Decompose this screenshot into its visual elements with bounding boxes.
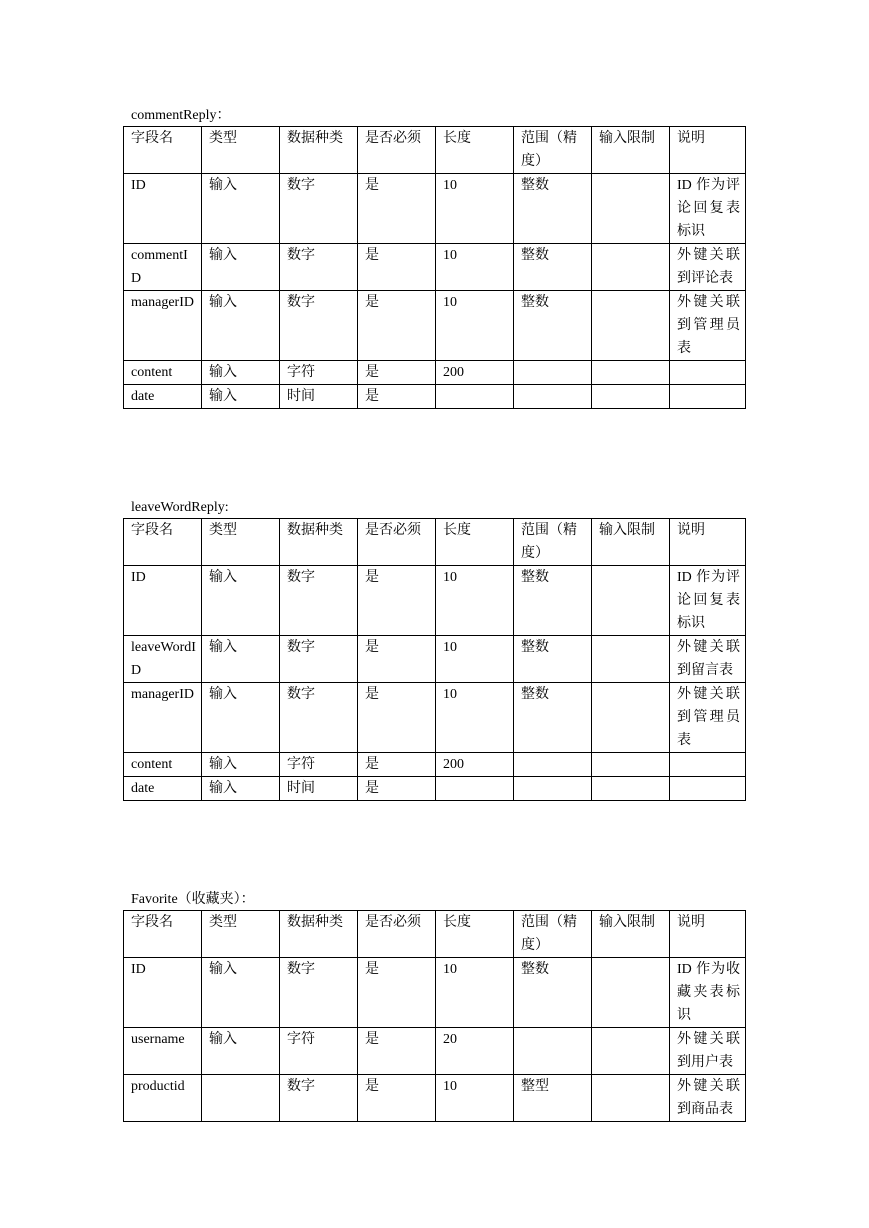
- table-cell: 输入: [202, 174, 280, 244]
- table-cell: 输入: [202, 683, 280, 753]
- table-cell: [592, 958, 670, 1028]
- header-cell: 长度: [436, 127, 514, 174]
- header-cell: 类型: [202, 127, 280, 174]
- header-cell: 类型: [202, 911, 280, 958]
- table-cell: 10: [436, 683, 514, 753]
- header-cell: 数据种类: [280, 519, 358, 566]
- table-cell: 是: [358, 1075, 436, 1122]
- header-cell: 说明: [670, 519, 746, 566]
- header-cell: 数据种类: [280, 127, 358, 174]
- table-cell: [514, 361, 592, 385]
- table-cell: [670, 361, 746, 385]
- header-cell: 字段名: [124, 519, 202, 566]
- table-row: [124, 361, 746, 385]
- table-cell: [592, 385, 670, 409]
- table-cell: 外键关联到商品表: [670, 1075, 746, 1122]
- table-cell: 整数: [514, 683, 592, 753]
- table-cell: leaveWordID: [124, 636, 202, 683]
- table-row: [124, 291, 746, 361]
- table-cell: 整数: [514, 291, 592, 361]
- table-cell: 是: [358, 777, 436, 801]
- header-cell: 是否必须: [358, 519, 436, 566]
- table-cell: 输入: [202, 1028, 280, 1075]
- header-cell: 范围（精度）: [514, 911, 592, 958]
- table-cell: productid: [124, 1075, 202, 1122]
- header-cell: 数据种类: [280, 911, 358, 958]
- table-cell: 字符: [280, 1028, 358, 1075]
- table-cell: [514, 777, 592, 801]
- table-row: [124, 958, 746, 1028]
- header-cell: 说明: [670, 127, 746, 174]
- header-cell: 范围（精度）: [514, 519, 592, 566]
- table-cell: 数字: [280, 291, 358, 361]
- table-cell: 是: [358, 244, 436, 291]
- table-cell: 输入: [202, 566, 280, 636]
- table-cell: 是: [358, 361, 436, 385]
- header-row: [124, 127, 746, 174]
- table-cell: 外键关联到评论表: [670, 244, 746, 291]
- field-table: [123, 518, 746, 801]
- table-cell: managerID: [124, 291, 202, 361]
- table-row: [124, 174, 746, 244]
- table-cell: ID 作为评论回复表标识: [670, 174, 746, 244]
- table-cell: [592, 174, 670, 244]
- table-cell: 10: [436, 636, 514, 683]
- table-row: [124, 1075, 746, 1122]
- table-cell: 是: [358, 291, 436, 361]
- table-cell: 输入: [202, 777, 280, 801]
- table-cell: [670, 385, 746, 409]
- table-caption: commentReply：: [131, 108, 231, 123]
- table-row: [124, 1028, 746, 1075]
- table-row: [124, 385, 746, 409]
- table-cell: 外键关联到留言表: [670, 636, 746, 683]
- table-cell: 10: [436, 958, 514, 1028]
- table-cell: [514, 1028, 592, 1075]
- table-cell: 时间: [280, 385, 358, 409]
- table-cell: content: [124, 361, 202, 385]
- table-row: [124, 636, 746, 683]
- table-cell: 是: [358, 385, 436, 409]
- table-cell: 数字: [280, 1075, 358, 1122]
- table-cell: 外键关联到管理员表: [670, 683, 746, 753]
- table-cell: 20: [436, 1028, 514, 1075]
- table-cell: date: [124, 777, 202, 801]
- table-cell: [592, 361, 670, 385]
- table-cell: [592, 636, 670, 683]
- table-cell: 是: [358, 566, 436, 636]
- table-caption: Favorite（收藏夹）：: [131, 892, 255, 907]
- table-row: [124, 753, 746, 777]
- table-cell: 整型: [514, 1075, 592, 1122]
- header-cell: 输入限制: [592, 911, 670, 958]
- table-cell: [592, 777, 670, 801]
- table-cell: commentID: [124, 244, 202, 291]
- table-cell: 整数: [514, 958, 592, 1028]
- table-cell: [592, 291, 670, 361]
- table-row: [124, 777, 746, 801]
- table-cell: 数字: [280, 683, 358, 753]
- table-cell: content: [124, 753, 202, 777]
- table-cell: [436, 777, 514, 801]
- table-cell: 10: [436, 244, 514, 291]
- header-row: [124, 519, 746, 566]
- table-cell: [592, 1075, 670, 1122]
- table-cell: [514, 753, 592, 777]
- table-cell: [592, 683, 670, 753]
- table-cell: 字符: [280, 753, 358, 777]
- header-cell: 是否必须: [358, 911, 436, 958]
- table-cell: 整数: [514, 244, 592, 291]
- table-cell: 是: [358, 174, 436, 244]
- table-cell: 输入: [202, 958, 280, 1028]
- table-cell: 10: [436, 1075, 514, 1122]
- table-row: [124, 244, 746, 291]
- table-cell: 输入: [202, 361, 280, 385]
- table-cell: 整数: [514, 636, 592, 683]
- table-cell: ID: [124, 566, 202, 636]
- table-cell: 输入: [202, 636, 280, 683]
- table-cell: 数字: [280, 636, 358, 683]
- table-cell: date: [124, 385, 202, 409]
- header-cell: 是否必须: [358, 127, 436, 174]
- header-cell: 输入限制: [592, 519, 670, 566]
- table-cell: 是: [358, 958, 436, 1028]
- header-row: [124, 911, 746, 958]
- table-cell: 数字: [280, 566, 358, 636]
- header-cell: 说明: [670, 911, 746, 958]
- table-cell: [514, 385, 592, 409]
- table-cell: 外键关联到管理员表: [670, 291, 746, 361]
- table-cell: 数字: [280, 174, 358, 244]
- table-cell: 是: [358, 1028, 436, 1075]
- header-cell: 长度: [436, 911, 514, 958]
- table-caption: leaveWordReply:: [131, 500, 229, 515]
- field-table: [123, 126, 746, 409]
- table-cell: 10: [436, 566, 514, 636]
- table-cell: 200: [436, 361, 514, 385]
- table-cell: 字符: [280, 361, 358, 385]
- table-cell: [592, 244, 670, 291]
- header-cell: 字段名: [124, 127, 202, 174]
- header-cell: 字段名: [124, 911, 202, 958]
- table-cell: 数字: [280, 958, 358, 1028]
- table-cell: [670, 753, 746, 777]
- table-cell: 是: [358, 683, 436, 753]
- table-cell: [436, 385, 514, 409]
- header-cell: 类型: [202, 519, 280, 566]
- table-cell: [202, 1075, 280, 1122]
- table-cell: 整数: [514, 566, 592, 636]
- table-cell: 时间: [280, 777, 358, 801]
- table-row: [124, 683, 746, 753]
- table-cell: 是: [358, 753, 436, 777]
- table-cell: ID 作为评论回复表标识: [670, 566, 746, 636]
- table-cell: ID 作为收藏夹表标识: [670, 958, 746, 1028]
- field-table: [123, 910, 746, 1122]
- table-cell: 输入: [202, 385, 280, 409]
- table-cell: managerID: [124, 683, 202, 753]
- header-cell: 范围（精度）: [514, 127, 592, 174]
- table-cell: 10: [436, 291, 514, 361]
- table-cell: 是: [358, 636, 436, 683]
- table-cell: 输入: [202, 753, 280, 777]
- table-cell: ID: [124, 174, 202, 244]
- table-cell: [592, 566, 670, 636]
- table-cell: username: [124, 1028, 202, 1075]
- table-cell: 10: [436, 174, 514, 244]
- table-cell: [670, 777, 746, 801]
- table-cell: 输入: [202, 291, 280, 361]
- table-cell: 整数: [514, 174, 592, 244]
- table-cell: [592, 1028, 670, 1075]
- table-cell: 外键关联到用户表: [670, 1028, 746, 1075]
- table-cell: ID: [124, 958, 202, 1028]
- table-cell: 输入: [202, 244, 280, 291]
- table-row: [124, 566, 746, 636]
- header-cell: 输入限制: [592, 127, 670, 174]
- table-cell: 数字: [280, 244, 358, 291]
- header-cell: 长度: [436, 519, 514, 566]
- table-cell: 200: [436, 753, 514, 777]
- table-cell: [592, 753, 670, 777]
